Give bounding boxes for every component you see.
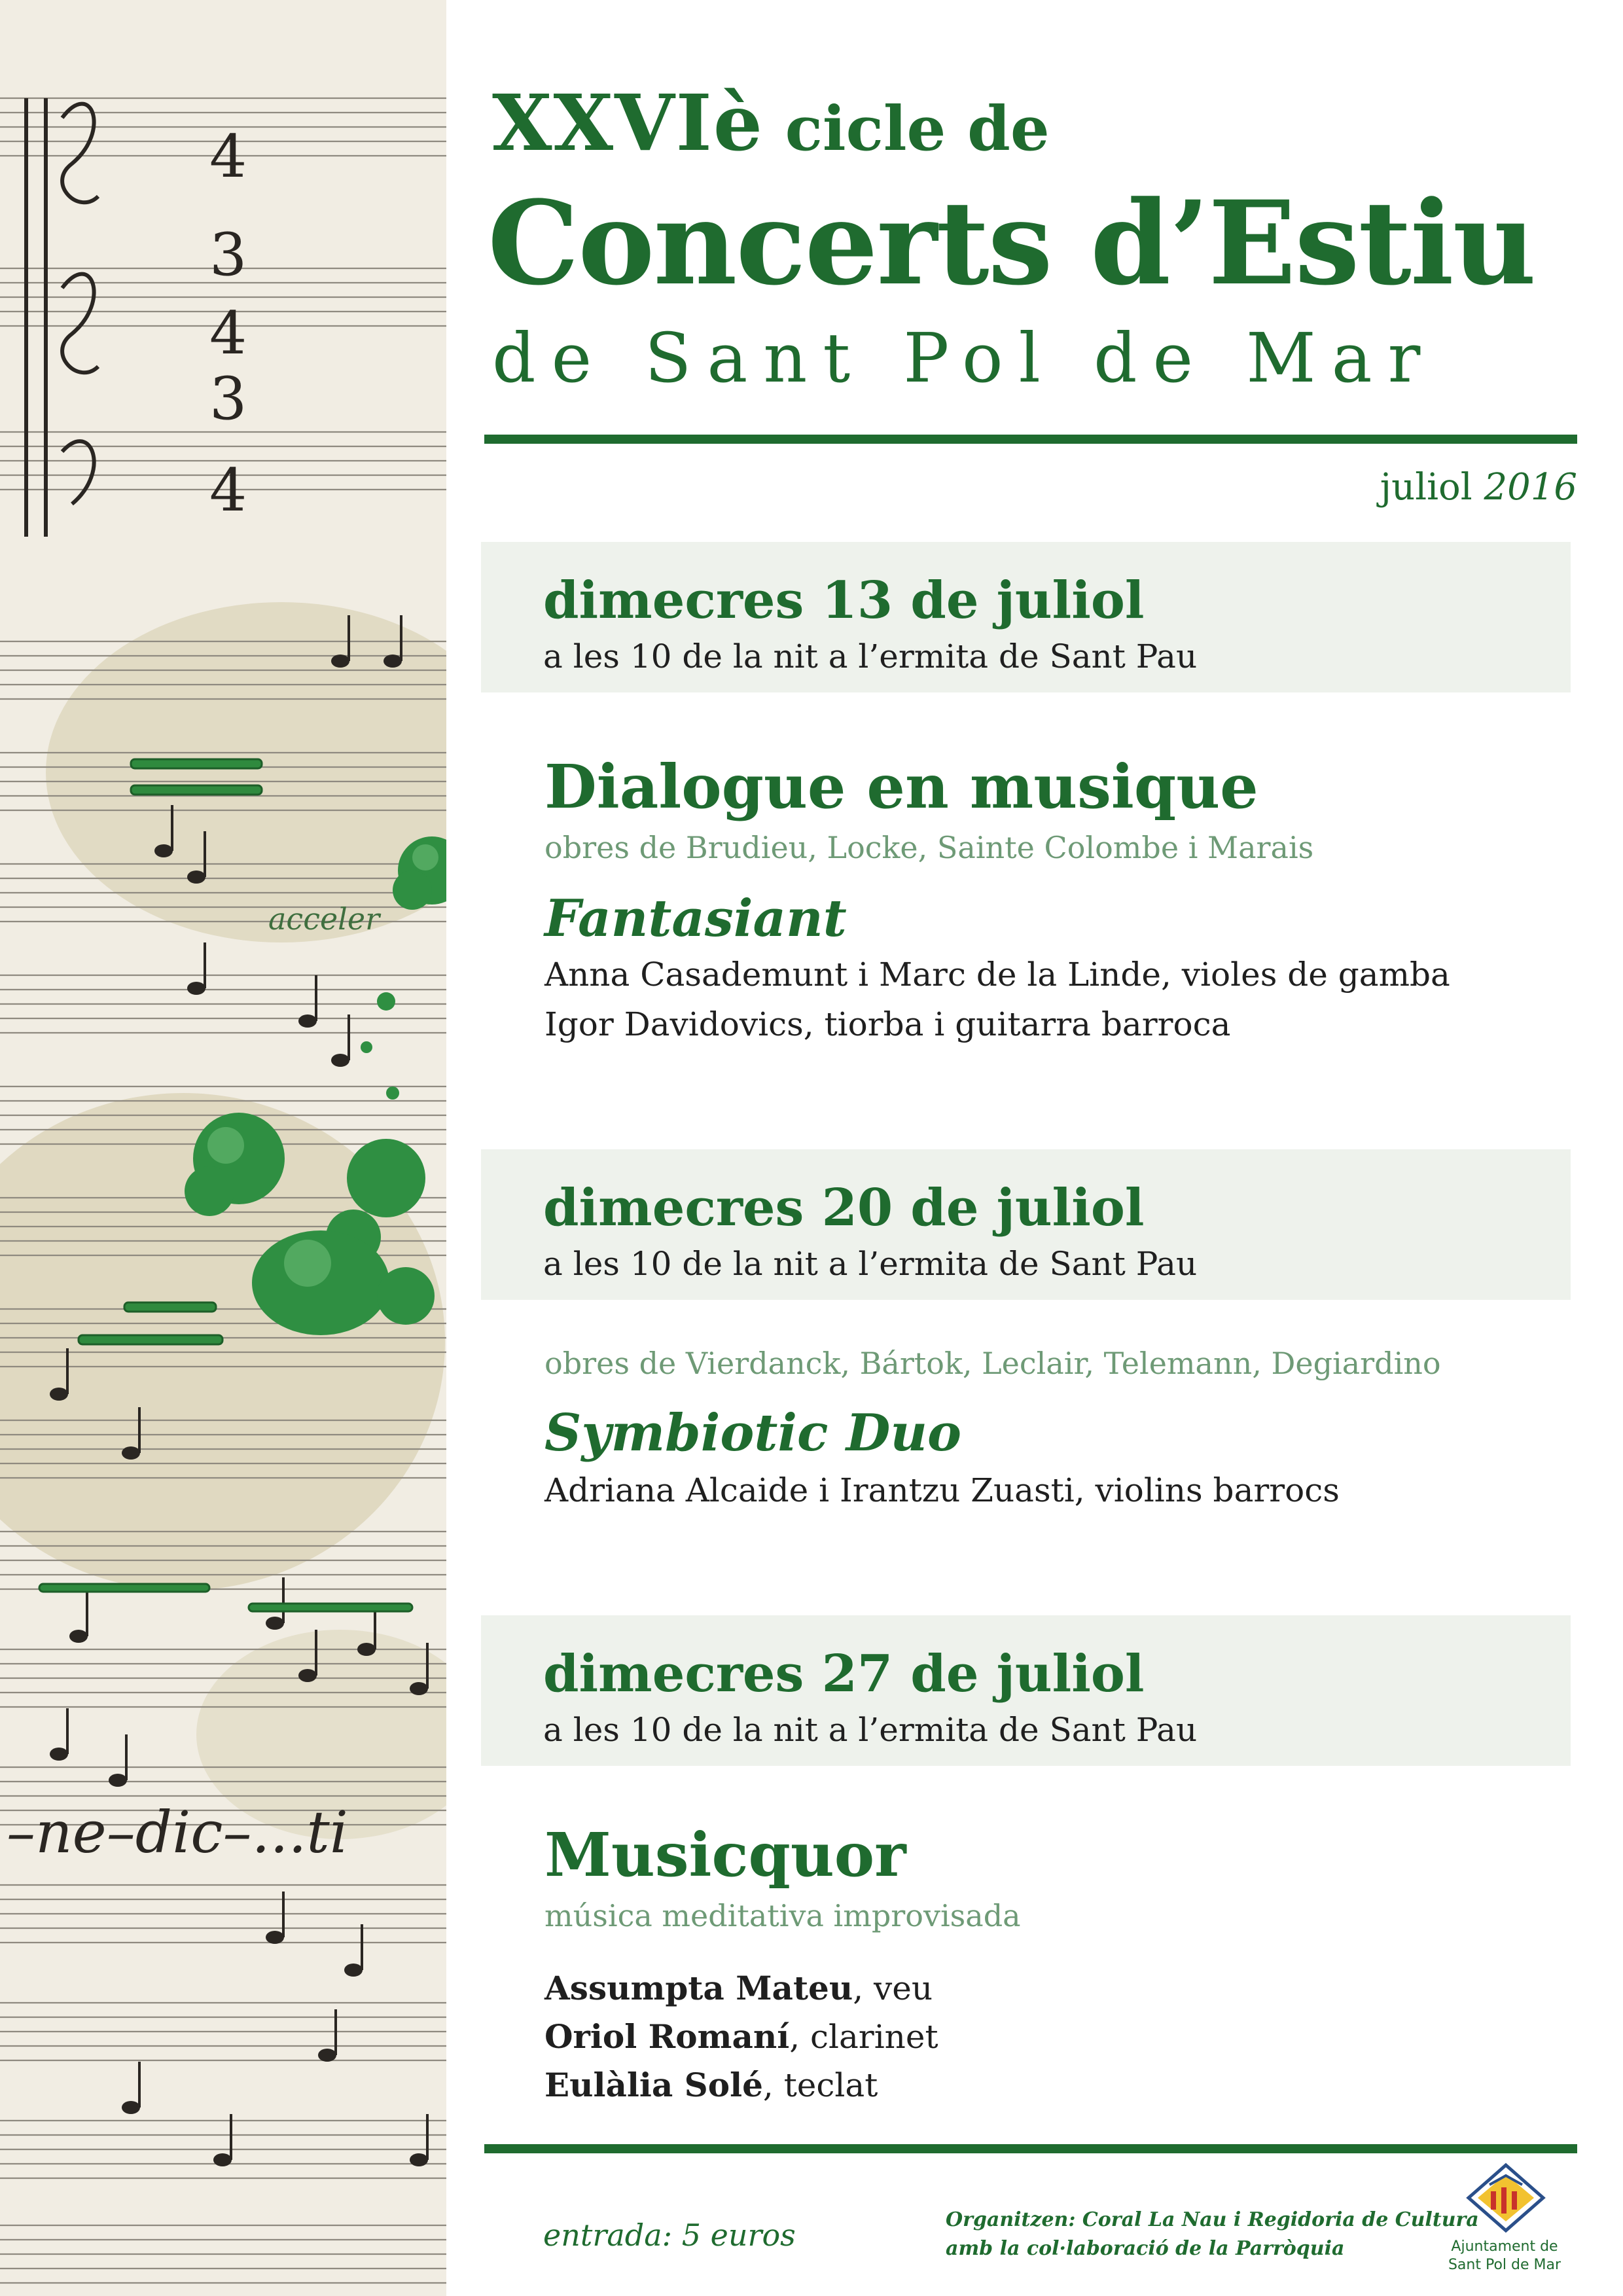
concert-1-performer-1: Anna Casademunt i Marc de la Linde, violes de gamba	[544, 956, 1450, 994]
location-subtitle: de Sant Pol de Mar	[492, 318, 1436, 398]
concert-3-performer-1	[544, 1969, 933, 2007]
concert-3-date-band	[481, 1615, 1571, 1766]
concert-2-place: a les 10 de la nit a l’ermita de Sant Pau	[543, 1245, 1198, 1283]
month-year	[1380, 466, 1577, 509]
performer-role: , veu	[853, 1969, 933, 2007]
concert-3-date: dimecres 27 de juliol	[543, 1644, 1145, 1704]
organizers-line-1: Organitzen: Coral La Nau i Regidoria de Cultura	[946, 2208, 1479, 2231]
music-score-image	[0, 0, 446, 2296]
svg-text:3: 3	[209, 365, 247, 433]
concert-2-performer-1: Adriana Alcaide i Irantzu Zuasti, violins barrocs	[544, 1471, 1340, 1509]
concert-3-performer-2	[544, 2017, 938, 2056]
svg-text:4: 4	[209, 299, 247, 368]
svg-text:4: 4	[209, 456, 247, 525]
performer-name: Oriol Romaní	[544, 2017, 790, 2056]
year-label: 2016	[1484, 466, 1577, 509]
music-score-illustration	[0, 0, 446, 2296]
svg-text:4: 4	[209, 122, 247, 191]
concert-1-performer-2: Igor Davidovics, tiorba i guitarra barroca	[544, 1005, 1231, 1043]
performer-role: , teclat	[762, 2066, 878, 2104]
month-label: juliol	[1380, 466, 1472, 509]
logo-caption-line-2: Sant Pol de Mar	[1448, 2257, 1561, 2273]
performer-role: , clarinet	[789, 2018, 938, 2056]
svg-text:–ne–dic–...ti: –ne–dic–...ti	[7, 1799, 348, 1866]
entry-price: entrada: 5 euros	[543, 2217, 796, 2253]
svg-text:acceler: acceler	[268, 901, 380, 937]
concert-3-place: a les 10 de la nit a l’ermita de Sant Pau	[543, 1711, 1198, 1749]
concert-1-date: dimecres 13 de juliol	[543, 571, 1145, 630]
performer-name: Assumpta Mateu	[544, 1969, 853, 2007]
concert-3-works: música meditativa improvisada	[544, 1898, 1021, 1933]
header-rule	[484, 435, 1577, 444]
concert-1-place: a les 10 de la nit a l’ermita de Sant Pau	[543, 637, 1198, 675]
svg-text:3: 3	[209, 221, 247, 289]
concert-3-program-title: Musicquor	[544, 1820, 906, 1890]
page-title: Concerts d’Estiu	[488, 175, 1535, 311]
logo-caption-line-1: Ajuntament de	[1451, 2238, 1558, 2255]
performer-name: Eulàlia Solé	[544, 2066, 763, 2104]
concert-3-performer-3	[544, 2066, 878, 2104]
footer-rule	[484, 2144, 1577, 2153]
concert-1-ensemble: Fantasiant	[544, 889, 847, 948]
concert-2-date: dimecres 20 de juliol	[543, 1178, 1145, 1238]
organizers-line-2: amb la col·laboració de la Parròquia	[946, 2237, 1345, 2260]
concert-2-works: obres de Vierdanck, Bártok, Leclair, Telemann, Degiardino	[544, 1346, 1441, 1381]
edition-heading	[492, 77, 1050, 168]
concert-1-date-band	[481, 542, 1571, 692]
cycle-label: cicle de	[785, 93, 1050, 165]
concert-2-date-band	[481, 1149, 1571, 1300]
edition-number: XXVIè	[492, 77, 764, 168]
concert-2-ensemble: Symbiotic Duo	[544, 1403, 962, 1463]
concert-1-works: obres de Brudieu, Locke, Sainte Colombe i Marais	[544, 830, 1314, 865]
concert-1-program-title: Dialogue en musique	[544, 751, 1258, 822]
